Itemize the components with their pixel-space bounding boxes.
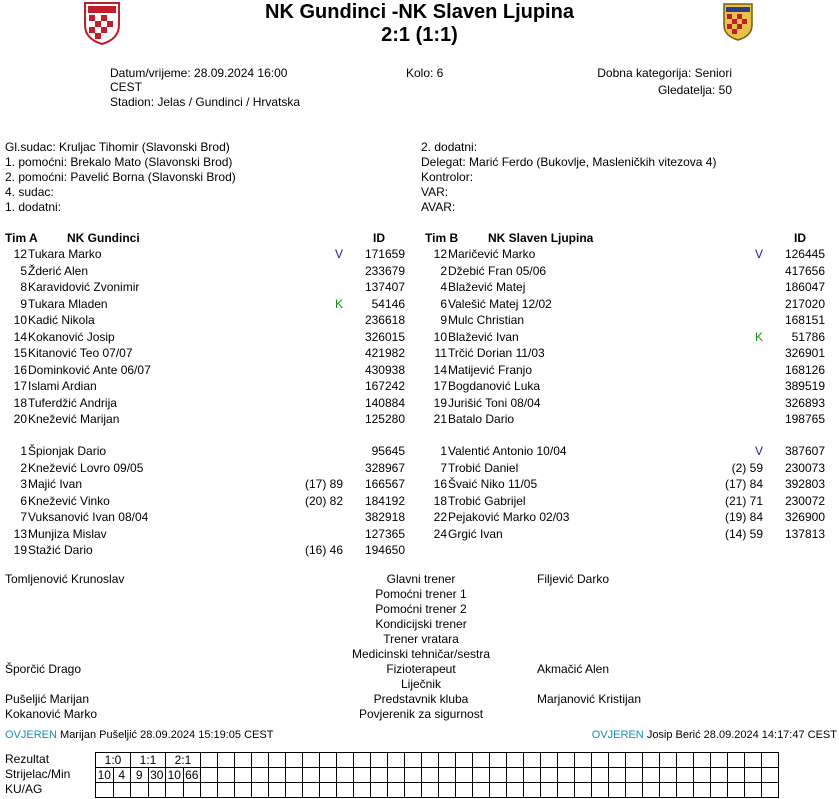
summary-grid-cell (762, 753, 779, 768)
summary-grid-cell (660, 768, 677, 783)
summary-grid-cell (96, 783, 114, 798)
summary-grid-cell (439, 753, 456, 768)
team-a-starter-player-id: 326015 (364, 329, 405, 344)
summary-grid-cell (337, 783, 354, 798)
team-b-sub-player-substitution: (21) 71 (724, 493, 763, 508)
team-a-starter-player-number: 14 (13, 329, 27, 344)
summary-grid-cell (405, 753, 422, 768)
summary-grid-cell (762, 783, 779, 798)
summary-grid-cell (354, 768, 371, 783)
team-a-starter-player-name: Dominković Ante 06/07 (28, 362, 151, 377)
summary-grid-cell (728, 768, 745, 783)
team-a-name: NK Gundinci (67, 231, 140, 245)
summary-grid-cell (388, 783, 405, 798)
official-line: 2. dodatni: (421, 140, 478, 154)
summary-grid-cell (439, 783, 456, 798)
summary-grid-cell (609, 753, 626, 768)
verified-text-right: Josip Berić 28.09.2024 14:17:47 CEST (646, 729, 837, 741)
official-line: Delegat: Marić Ferdo (Bukovlje, Masleničkih vitezova 4) (421, 155, 717, 169)
team-a-starter-player-number: 12 (13, 247, 27, 261)
summary-grid-cell (592, 753, 609, 768)
summary-grid-cell (388, 768, 405, 783)
summary-grid-cell (183, 783, 201, 798)
summary-grid-cell (711, 783, 728, 798)
staff-home-name: Tomljenović Krunoslav (5, 572, 125, 586)
team-a-starter-player-id: 421982 (364, 346, 405, 360)
official-line: Gl.sudac: Kruljac Tihomir (Slavonski Brod) (5, 140, 230, 154)
summary-grid-cell (320, 753, 337, 768)
team-b-starter-player-number: 14 (433, 362, 447, 377)
team-b-starter-player-name: Mulc Christian (448, 313, 525, 327)
summary-grid-cell (507, 753, 524, 768)
team-b-starter-player-number: 6 (440, 296, 447, 311)
summary-label-card: KU/AG (5, 782, 43, 796)
summary-grid-cell (524, 768, 541, 783)
summary-grid-cell (269, 783, 286, 798)
team-a-id-header: ID (373, 231, 385, 245)
summary-grid-cell (490, 768, 507, 783)
team-b-label: Tim B (425, 231, 459, 245)
team-a-starter-player-number: 9 (20, 296, 27, 311)
summary-grid-cell (558, 768, 575, 783)
team-b-sub-player-id: 387607 (784, 444, 825, 458)
staff-role: Liječnik (400, 677, 442, 691)
summary-grid-cell (762, 768, 779, 783)
summary-grid-cell (218, 753, 235, 768)
team-a-label: Tim A (5, 231, 38, 245)
summary-grid-cell (320, 768, 337, 783)
summary-grid-cell (371, 783, 388, 798)
team-a-starter-player-name: Kokanović Josip (28, 329, 115, 344)
team-a-sub-player-name: Stažić Dario (28, 543, 93, 557)
summary-grid-cell (677, 753, 694, 768)
match-datetime: Datum/vrijeme: 28.09.2024 16:00 (110, 66, 288, 80)
staff-role: Fizioterapeut (386, 662, 456, 676)
summary-grid-cell (643, 783, 660, 798)
staff-role: Predstavnik kluba (373, 692, 469, 706)
team-b-sub-player-id: 137813 (784, 526, 825, 541)
summary-grid-cell (660, 753, 677, 768)
summary-grid-cell (166, 783, 184, 798)
summary-grid-cell (609, 783, 626, 798)
team-a-sub-player-substitution: (20) 82 (304, 493, 343, 508)
summary-grid-cell (218, 768, 235, 783)
summary-grid-cell: 66 (183, 768, 201, 783)
verified-text-left: Marijan Pušeljić 28.09.2024 15:19:05 CEST (60, 729, 274, 741)
summary-grid-cell (694, 753, 711, 768)
summary-grid-cell (507, 768, 524, 783)
summary-grid-cell (303, 753, 320, 768)
summary-grid-cell (745, 783, 762, 798)
official-line: VAR: (421, 185, 449, 199)
team-b-sub-player-name: Valentić Antonio 10/04 (448, 444, 567, 458)
match-stadium: Stadion: Jelas / Gundinci / Hrvatska (110, 95, 301, 109)
verified-tag-left: OVJEREN (5, 729, 57, 741)
summary-grid-cell (490, 783, 507, 798)
team-b-starter-player-number: 9 (440, 313, 447, 327)
team-a-sub-player-id: 184192 (364, 493, 405, 508)
team-a-starter-player-name: Knežević Marijan (28, 412, 120, 426)
team-a-sub-player-name: Vuksanović Ivan 08/04 (28, 510, 149, 524)
summary-grid-cell (269, 753, 286, 768)
summary-grid-cell (558, 783, 575, 798)
summary-grid-cell (320, 783, 337, 798)
staff-home-name: Kokanović Marko (5, 707, 98, 721)
team-a-starter-player-number: 8 (20, 280, 27, 294)
team-a-sub-player-id: 382918 (364, 510, 405, 524)
summary-grid-cell (541, 768, 558, 783)
summary-grid-cell (337, 768, 354, 783)
summary-grid-cell (711, 768, 728, 783)
summary-grid-cell (201, 753, 218, 768)
summary-grid-cell (456, 753, 473, 768)
summary-grid (95, 752, 779, 798)
summary-grid-cell (131, 783, 149, 798)
team-b-starter-player-name: Matijević Franjo (448, 362, 533, 377)
summary-grid-cell (286, 753, 303, 768)
team-b-starter-player-name: Blažević Matej (448, 280, 526, 294)
team-b-starter-player-mark: V (755, 247, 764, 261)
summary-grid-cell (473, 753, 490, 768)
team-b-starter-player-mark: K (755, 329, 764, 344)
team-a-sub-player-id: 166567 (364, 477, 405, 491)
summary-grid-cell (201, 768, 218, 783)
staff-role: Povjerenik za sigurnost (358, 707, 484, 721)
staff-role: Pomoćni trener 2 (375, 602, 467, 616)
team-b-starter-player-id: 389519 (784, 379, 825, 393)
official-line: 1. pomoćni: Brekalo Mato (Slavonski Brod) (5, 155, 233, 169)
match-spectators: Gledatelja: 50 (657, 83, 732, 97)
team-a-starter-player-id: 233679 (364, 263, 405, 278)
staff-away-name: Marjanović Kristijan (537, 692, 642, 706)
team-a-starter-player-number: 15 (13, 346, 27, 360)
team-b-sub-player-name: Grgić Ivan (448, 526, 503, 541)
team-a-starter-player-id: 430938 (364, 362, 405, 377)
summary-grid-cell (609, 768, 626, 783)
summary-grid-cell (575, 753, 592, 768)
summary-grid-cell (252, 753, 269, 768)
summary-grid-cell (456, 783, 473, 798)
team-b-sub-player-substitution: (17) 84 (724, 477, 763, 491)
summary-grid-cell (677, 768, 694, 783)
summary-grid-cell (558, 753, 575, 768)
summary-label-scorer: Strijelac/Min (5, 767, 71, 781)
team-b-sub-player-mark: V (755, 444, 764, 458)
summary-grid-cell (626, 783, 643, 798)
team-b-sub-player-name: Pejaković Marko 02/03 (448, 510, 570, 524)
team-b-sub-player-substitution: (19) 84 (724, 510, 763, 524)
team-a-starter-player-id: 54146 (371, 296, 405, 311)
team-a-starter-player-name: Kitanović Teo 07/07 (28, 346, 133, 360)
summary-grid-cell (575, 768, 592, 783)
summary-grid-cell (541, 783, 558, 798)
team-b-starter-player-number: 4 (440, 280, 447, 294)
team-a-starter-player-name: Kadić Nikola (28, 313, 95, 327)
summary-grid-cell: 30 (148, 768, 166, 783)
team-b-starter-player-id: 168151 (784, 313, 825, 327)
official-line: 1. dodatni: (5, 200, 62, 214)
summary-grid-cell (745, 768, 762, 783)
team-a-sub-player-name: Špionjak Dario (28, 444, 107, 458)
team-b-sub-player-name: Trobić Gabrijel (448, 493, 526, 508)
summary-grid-cell (201, 783, 218, 798)
team-b-starter-player-id: 326901 (784, 346, 825, 360)
team-b-starter-player-number: 2 (440, 263, 447, 278)
team-a-sub-player-number: 13 (13, 526, 27, 541)
team-b-starter-player-name: Maričević Marko (448, 247, 536, 261)
summary-grid-cell (643, 768, 660, 783)
team-a-sub-player-number: 7 (20, 510, 27, 524)
team-a-starter-player-name: Tukara Mladen (28, 296, 108, 311)
match-title: NK Gundinci -NK Slaven Ljupina (265, 1, 574, 23)
team-b-starter-player-number: 21 (433, 412, 447, 426)
summary-grid-cell (728, 783, 745, 798)
summary-grid-cell (694, 783, 711, 798)
team-a-starter-player-number: 10 (13, 313, 27, 327)
team-b-starter-player-id: 126445 (784, 247, 825, 261)
team-a-sub-player-number: 1 (20, 444, 27, 458)
summary-grid-cell (439, 768, 456, 783)
team-b-sub-player-id: 230073 (784, 460, 825, 475)
team-b-sub-player-number: 22 (433, 510, 447, 524)
team-a-sub-player-number: 6 (20, 493, 27, 508)
team-b-sub-player-name: Švaić Niko 11/05 (448, 477, 538, 491)
summary-grid-cell (422, 783, 439, 798)
team-a-starter-player-number: 16 (13, 362, 27, 377)
verify-right (592, 729, 837, 741)
summary-grid-cell (694, 768, 711, 783)
summary-grid-cell (575, 783, 592, 798)
team-a-starter-player-id: 137407 (364, 280, 405, 294)
staff-away-name: Filjević Darko (537, 572, 610, 586)
summary-grid-cell (371, 753, 388, 768)
summary-grid-cell (745, 753, 762, 768)
team-b-starter-player-id: 417656 (784, 263, 825, 278)
staff-role: Pomoćni trener 1 (375, 587, 467, 601)
team-b-sub-player-number: 24 (433, 526, 447, 541)
summary-grid-cell (626, 753, 643, 768)
summary-grid-cell (728, 753, 745, 768)
team-a-starter-player-number: 5 (20, 263, 27, 278)
team-b-starter-player-number: 10 (433, 329, 447, 344)
team-b-starter-player-name: Bogdanović Luka (448, 379, 541, 393)
match-score: 2:1 (1:1) (381, 24, 458, 46)
team-a-sub-player-id: 328967 (364, 460, 405, 475)
staff-role: Trener vratara (383, 632, 459, 646)
team-a-starter-player-id: 171659 (364, 247, 405, 261)
summary-grid-cell (337, 753, 354, 768)
team-b-sub-player-number: 16 (433, 477, 447, 491)
team-a-sub-player-substitution: (17) 89 (304, 477, 343, 491)
official-line: 4. sudac: (5, 185, 54, 199)
team-b-starter-player-id: 186047 (784, 280, 825, 294)
summary-grid-cell (252, 783, 269, 798)
team-b-sub-player-id: 230072 (784, 493, 825, 508)
summary-grid-cell (371, 768, 388, 783)
match-category: Dobna kategorija: Seniori (597, 66, 732, 80)
summary-grid-cell: 2:1 (166, 753, 201, 768)
official-line: AVAR: (421, 200, 456, 214)
team-a-sub-player-id: 194650 (364, 543, 405, 557)
summary-grid-cell (524, 783, 541, 798)
summary-grid-cell (677, 783, 694, 798)
summary-grid-cell: 10 (166, 768, 184, 783)
staff-home-name: Pušeljić Marijan (5, 692, 90, 706)
team-b-starter-player-id: 168126 (784, 362, 825, 377)
summary-grid-cell: 9 (131, 768, 149, 783)
team-a-starter-player-name: Tuferdžić Andrija (28, 395, 117, 410)
summary-grid-cell (643, 753, 660, 768)
summary-grid-cell (490, 753, 507, 768)
team-b-sub-player-number: 1 (440, 444, 447, 458)
team-a-starter-player-name: Tukara Marko (28, 247, 102, 261)
team-b-sub-player-name: Trobić Daniel (448, 460, 519, 475)
summary-grid-cell (405, 783, 422, 798)
team-a-starter-player-name: Islami Ardian (28, 379, 97, 393)
team-a-starter-player-number: 18 (13, 395, 27, 410)
summary-grid-cell (660, 783, 677, 798)
summary-grid-cell: 1:0 (96, 753, 131, 768)
team-a-starter-player-id: 125280 (364, 412, 405, 426)
team-a-sub-player-number: 3 (20, 477, 27, 491)
team-a-starter-player-mark: V (335, 247, 344, 261)
summary-grid-cell (473, 783, 490, 798)
summary-grid-cell (524, 753, 541, 768)
summary-grid-cell (303, 783, 320, 798)
summary-grid-cell (286, 783, 303, 798)
team-a-starter-player-name: Žderić Alen (28, 263, 89, 278)
summary-grid-cell (235, 768, 252, 783)
summary-grid-cell (303, 768, 320, 783)
team-b-starter-player-number: 11 (434, 346, 447, 360)
team-b-starter-player-id: 198765 (784, 412, 825, 426)
team-b-starter-player-id: 217020 (784, 296, 825, 311)
staff-role: Glavni trener (386, 572, 456, 586)
team-b-starter-player-id: 51786 (791, 329, 825, 344)
summary-grid-row (96, 783, 779, 798)
summary-grid-cell: 1:1 (131, 753, 166, 768)
summary-grid-cell (592, 783, 609, 798)
team-b-starter-player-id: 326893 (784, 395, 825, 410)
summary-grid-cell (235, 783, 252, 798)
team-a-sub-player-name: Majić Ivan (28, 477, 83, 491)
summary-grid-cell: 4 (113, 768, 131, 783)
team-a-starter-player-name: Karavidović Zvonimir (28, 280, 140, 294)
summary-grid-cell (113, 783, 131, 798)
team-a-sub-player-id: 127365 (364, 526, 405, 541)
team-a-sub-player-number: 19 (13, 543, 27, 557)
team-a-starter-player-number: 20 (13, 412, 27, 426)
team-b-name: NK Slaven Ljupina (488, 231, 594, 245)
team-a-starter-player-id: 140884 (364, 395, 405, 410)
summary-grid-cell (235, 753, 252, 768)
summary-grid-cell (405, 768, 422, 783)
staff-role: Medicinski tehničar/sestra (351, 647, 491, 661)
summary-grid-cell (592, 768, 609, 783)
team-a-starter-player-number: 17 (13, 379, 27, 393)
team-b-sub-player-number: 7 (440, 460, 447, 475)
summary-grid-cell (388, 753, 405, 768)
staff-role: Kondicijski trener (375, 617, 467, 631)
summary-grid-cell: 10 (96, 768, 114, 783)
summary-grid-cell (711, 753, 728, 768)
verify-left (5, 729, 273, 741)
team-b-starter-player-name: Jurišić Toni 08/04 (448, 395, 541, 410)
official-line: 2. pomoćni: Pavelić Borna (Slavonski Brod) (5, 170, 236, 184)
team-b-sub-player-substitution: (14) 59 (724, 526, 763, 541)
summary-grid-cell (269, 768, 286, 783)
summary-grid-cell (473, 768, 490, 783)
team-b-sub-player-id: 392803 (784, 477, 825, 491)
team-a-starter-player-id: 167242 (364, 379, 405, 393)
verified-tag-right: OVJEREN (591, 729, 644, 741)
summary-grid-cell (218, 783, 235, 798)
summary-grid-cell (626, 768, 643, 783)
team-b-starter-player-number: 12 (433, 247, 447, 261)
summary-grid-cell (456, 768, 473, 783)
summary-label-result: Rezultat (5, 752, 50, 766)
summary-grid-cell (354, 783, 371, 798)
summary-grid-cell (354, 753, 371, 768)
summary-grid-cell (286, 768, 303, 783)
staff-away-name: Akmačić Alen (537, 662, 610, 676)
team-b-sub-player-number: 18 (433, 493, 447, 508)
team-a-starter-player-mark: K (335, 296, 344, 311)
team-a-starter-player-id: 236618 (364, 313, 405, 327)
team-a-sub-player-number: 2 (20, 460, 27, 475)
team-a-sub-player-name: Munjiza Mislav (28, 526, 107, 541)
team-b-id-header: ID (794, 231, 806, 245)
match-round: Kolo: 6 (406, 66, 444, 80)
team-b-sub-player-id: 326900 (784, 510, 825, 524)
summary-grid-cell (148, 783, 166, 798)
team-a-sub-player-name: Knežević Lovro 09/05 (28, 460, 144, 475)
team-b-starter-player-number: 19 (433, 395, 447, 410)
team-b-starter-player-name: Blažević Ivan (448, 329, 519, 344)
official-line: Kontrolor: (421, 170, 474, 184)
team-b-starter-player-name: Valešić Matej 12/02 (448, 296, 552, 311)
match-timezone: CEST (110, 80, 143, 94)
summary-grid-cell (422, 768, 439, 783)
summary-grid-row (96, 768, 779, 783)
summary-grid-cell (507, 783, 524, 798)
team-b-sub-player-substitution: (2) 59 (731, 460, 763, 475)
team-b-starter-player-name: Džebić Fran 05/06 (448, 263, 547, 278)
team-b-starter-player-name: Batalo Dario (448, 412, 515, 426)
staff-home-name: Šporčić Drago (5, 662, 82, 676)
team-b-starter-player-number: 17 (433, 379, 447, 393)
team-a-sub-player-id: 95645 (371, 444, 405, 458)
team-a-sub-player-name: Knežević Vinko (28, 493, 110, 508)
team-b-starter-player-name: Trčić Dorian 11/03 (448, 346, 545, 360)
summary-grid-cell (422, 753, 439, 768)
team-a-sub-player-substitution: (16) 46 (304, 543, 343, 557)
summary-grid-row (96, 753, 779, 768)
summary-grid-cell (252, 768, 269, 783)
summary-grid-cell (541, 753, 558, 768)
